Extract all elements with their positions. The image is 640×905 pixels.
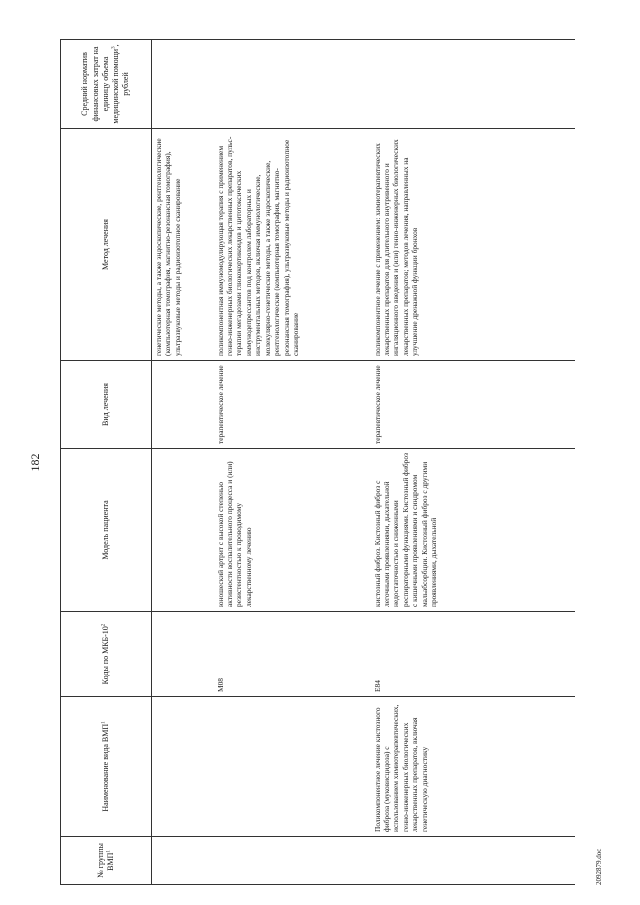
header-treatment-type: Вид лечения: [61, 361, 152, 449]
cell-vmp-name: [214, 697, 371, 837]
cell-avg-cost: [214, 40, 371, 129]
header-vmp-name: Наименование вида ВМП$^1$: [61, 697, 152, 837]
table-row: [214, 40, 371, 885]
cell-code: E84: [371, 612, 576, 697]
cell-patient-model: [152, 449, 214, 612]
cell-treatment-method: поликомпонентная иммуномодулирующая терапия с применением генно-инженерных биологических лекарственных препаратов, пульс-терапии мегадозами глюкокортикоидов и цитотоксических иммунодепрессантов под контролем лабораторных и инструментальных методов, включая иммунологические, молекулярно-генетические методы, а также эндоскопические, рентгенологические (компьютерная томография, магнитно-резонансная томография), ультразвуковые методы и радиоизотопное сканирование: [214, 129, 371, 361]
header-patient-model: Модель пациента: [61, 449, 152, 612]
cell-group-no: [214, 837, 371, 885]
cell-code: M08: [214, 612, 371, 697]
cell-treatment-type: терапевтическое лечение: [214, 361, 371, 449]
table-row: [371, 40, 576, 885]
table-row: [152, 40, 214, 885]
header-avg-cost: Средний норматив финансовых затрат на единицу объема медицинской помощи$^3$, рублей: [61, 40, 152, 129]
header-treatment-method: Метод лечения: [61, 129, 152, 361]
page-number: 182: [28, 453, 42, 472]
vmp-table: [60, 39, 575, 885]
cell-vmp-name: [152, 697, 214, 837]
header-mkb-codes: Коды по МКБ-$10^2$: [61, 612, 152, 697]
cell-vmp-name: Поликомпонентное лечение кистозного фиброза (муковисцидоза) с использованием химиотерапевтических, генно-инженерных биологических лекарственных препаратов, включая генетическую диагностику: [371, 697, 576, 837]
cell-group-no: [371, 837, 576, 885]
cell-treatment-method: поликомпонентное лечение с применением: химиотерапевтических лекарственных препаратов для длительного внутривенного и ингаляционного введения и (или) генно-инженерных биологических лекарственных препаратов; методов лечения, направленных на улучшение дренажной функции бронхов: [371, 129, 576, 361]
rotated-page: [20, 40, 610, 885]
cell-treatment-type: терапевтическое лечение: [371, 361, 576, 449]
table-header-row: [61, 40, 152, 885]
cell-patient-model: юношеский артрит с высокой степенью активности воспалительного процесса и (или) резистентностью к проводимому лекарственному лечению: [214, 449, 371, 612]
header-group-no: № группы ВМП$^1$: [61, 837, 152, 885]
cell-code: [152, 612, 214, 697]
cell-treatment-method: генетические методы, а также эндоскопические, рентгенологические (компьютерная томография, магнитно-резонансная томография), ультразвуковые методы и радиоизотопное сканирование: [152, 129, 214, 361]
cell-group-no: [152, 837, 214, 885]
footer-doc-id: 2092879.doc: [595, 848, 603, 885]
cell-patient-model: кистозный фиброз. Кистозный фиброз с легочными проявлениями, дыхательной недостаточностью и сниженными респираторными функциями. Кистозный фиброз с кишечными проявлениями и синдромом мальабсорбции. Кистозный фиброз с другими проявлениями, дыхательной: [371, 449, 576, 612]
cell-avg-cost: [371, 40, 576, 129]
cell-treatment-type: [152, 361, 214, 449]
cell-avg-cost: [152, 40, 214, 129]
